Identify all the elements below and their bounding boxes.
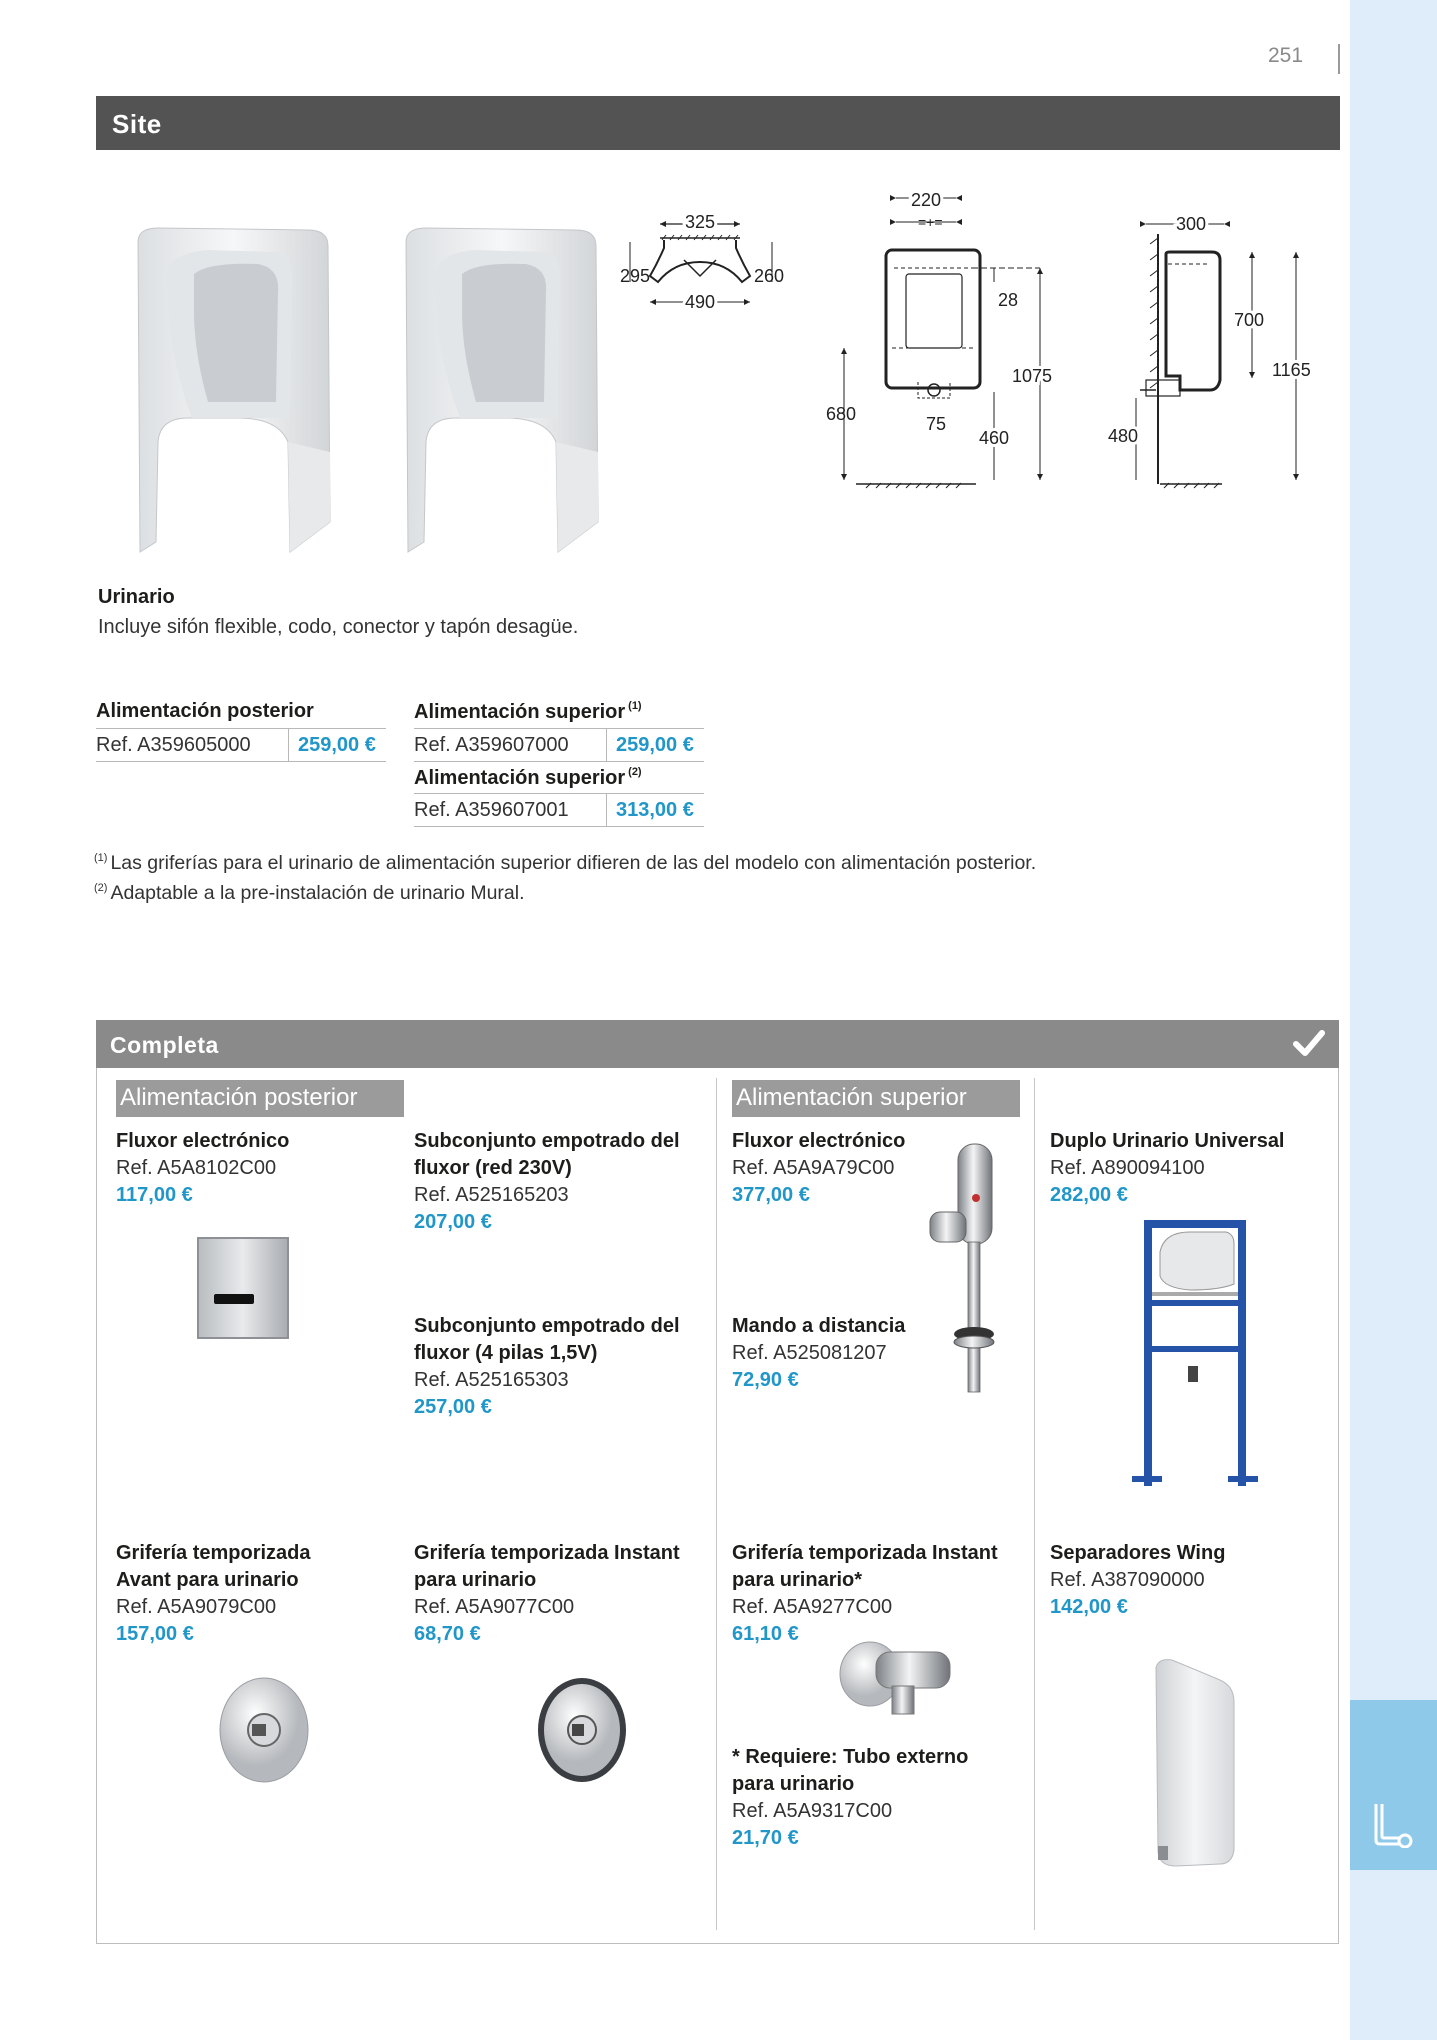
pricing-heading-superior-2: Alimentación superior $^{(2)}$ (414, 766, 642, 789)
svg-text:=+=: =+= (918, 214, 943, 230)
dim-1165: 1165 (1272, 360, 1311, 380)
urinal-photo-1 (118, 222, 338, 558)
price: 313,00 € (616, 799, 694, 821)
dim-460: 460 (978, 428, 1010, 448)
pricing-heading-posterior: Alimentación posterior (96, 700, 314, 722)
pricing-heading-superior-1: Alimentación superior $^{(1)}$ (414, 700, 642, 723)
ref-code: Ref. A359607001 (414, 799, 569, 821)
product-griferia-instant: Grifería temporizada Instant para urinario Ref. A5A9077C00 68,70 € (414, 1542, 680, 1645)
page-number: 251 (1268, 44, 1304, 67)
front-view-drawing (826, 184, 1076, 490)
dim-260: 260 (754, 266, 785, 286)
pricing-row-posterior (96, 728, 386, 762)
dim-300: 300 (1176, 214, 1207, 234)
column-divider (716, 1078, 717, 1930)
dim-75: 75 (926, 414, 947, 434)
fluxor-plate-image (196, 1236, 292, 1342)
section-header (96, 96, 1340, 150)
dim-295: 295 (620, 266, 651, 286)
section-tab[interactable] (1350, 1700, 1437, 1870)
ref-code: Ref. A359607000 (414, 734, 569, 756)
dim-700: 700 (1234, 310, 1265, 330)
dim-680: 680 (826, 404, 857, 424)
label-alimentacion-superior: Alimentación superior (732, 1080, 1020, 1117)
dim-220: 220 (910, 190, 942, 210)
price: 259,00 € (298, 734, 376, 756)
product-subconjunto-230v: Subconjunto empotrado del fluxor (red 230V) Ref. A525165203 207,00 € (414, 1130, 680, 1233)
footnote-2: $^{(2)}$ Adaptable a la pre-instalación de urinario Mural. (94, 882, 525, 904)
ref-code: Ref. A359605000 (96, 734, 251, 756)
completa-title: Completa (110, 1032, 219, 1058)
check-icon (1293, 1028, 1325, 1058)
fluxor-superior-image (924, 1142, 1004, 1398)
pricing-row-superior-2 (414, 793, 704, 827)
product-fluxor-posterior: Fluxor electrónico Ref. A5A8102C00 117,00 € (116, 1130, 290, 1206)
section-title: Site (112, 109, 162, 139)
pricing-row-superior-1 (414, 728, 704, 762)
page-number-rule (1338, 44, 1340, 74)
price: 259,00 € (616, 734, 694, 756)
dim-1075: 1075 (1011, 366, 1053, 386)
duplo-frame-image (1130, 1216, 1260, 1492)
column-divider (1034, 1078, 1035, 1930)
dim-480: 480 (1108, 426, 1139, 446)
product-mando-distancia: Mando a distancia Ref. A525081207 72,90 € (732, 1315, 906, 1391)
product-separadores-wing: Separadores Wing Ref. A387090000 142,00 € (1050, 1542, 1226, 1618)
plumbing-icon (1370, 1802, 1414, 1848)
product-duplo: Duplo Urinario Universal Ref. A890094100 282,00 € (1050, 1130, 1285, 1206)
product-title: Urinario (98, 586, 175, 608)
instant-valve-image (534, 1674, 630, 1786)
side-view-drawing (1100, 204, 1320, 490)
footnote-1: $^{(1)}$ Las griferías para el urinario de alimentación superior difieren de las del modelo con alimentación posterior. (94, 852, 1037, 874)
product-description: Incluye sifón flexible, codo, conector y tapón desagüe. (98, 616, 579, 638)
product-griferia-instant-superior: Grifería temporizada Instant para urinario* Ref. A5A9277C00 61,10 € (732, 1542, 998, 1645)
product-griferia-avant: Grifería temporizada Avant para urinario Ref. A5A9079C00 157,00 € (116, 1542, 311, 1645)
avant-valve-image (216, 1674, 312, 1786)
completa-header (96, 1020, 1339, 1068)
product-subconjunto-pilas: Subconjunto empotrado del fluxor (4 pilas 1,5V) Ref. A525165303 257,00 € (414, 1315, 680, 1418)
dim-490: 490 (684, 292, 716, 312)
urinal-photo-2 (386, 222, 606, 558)
dim-28: 28 (998, 290, 1019, 310)
label-alimentacion-posterior: Alimentación posterior (116, 1080, 404, 1117)
product-fluxor-superior: Fluxor electrónico Ref. A5A9A79C00 377,00 € (732, 1130, 906, 1206)
separator-wing-image (1150, 1656, 1240, 1874)
product-tubo-externo: * Requiere: Tubo externo para urinario Ref. A5A9317C00 21,70 € (732, 1746, 969, 1849)
top-view-drawing (620, 200, 800, 350)
instant-superior-valve-image (836, 1634, 956, 1718)
dim-325: 325 (684, 212, 716, 232)
